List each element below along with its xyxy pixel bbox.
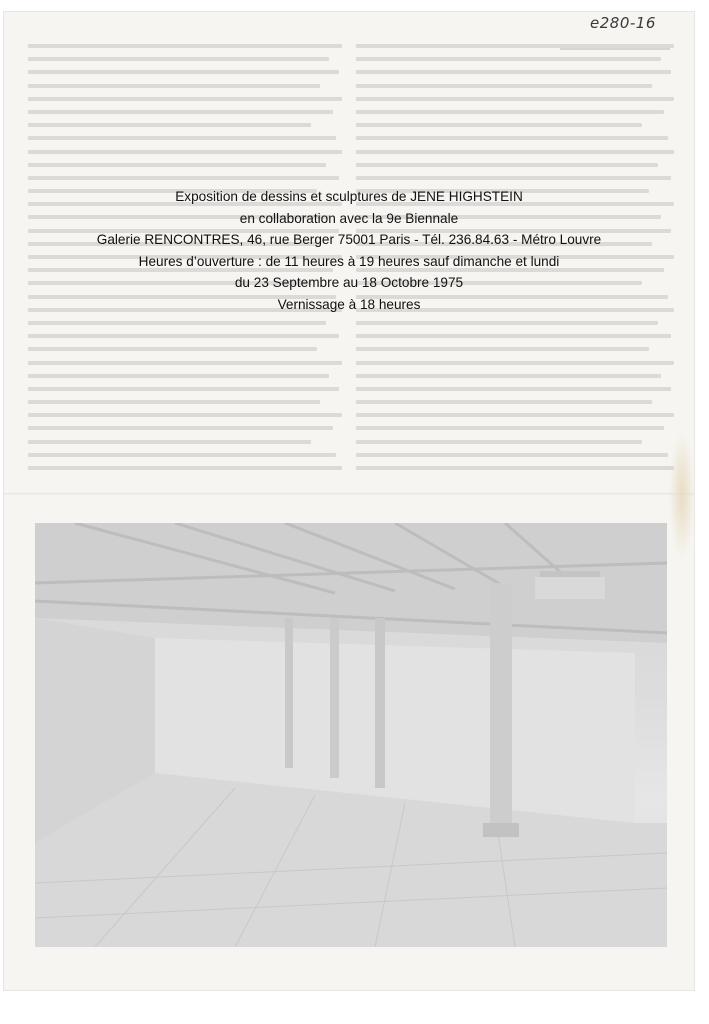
announcement-dates: du 23 Septembre au 18 Octobre 1975 (234, 275, 464, 291)
bleed-through-line (356, 70, 671, 74)
bleed-through-line (28, 347, 317, 351)
exhibition-photo (35, 523, 667, 947)
announcement-title: Exposition de dessins et sculptures de JENE HIGHSTEIN (175, 189, 523, 204)
bleed-through-line (28, 110, 333, 114)
announcement-opening: Vernissage à 18 heures (277, 296, 421, 312)
archive-mark: e280-16 (590, 14, 656, 32)
bleed-through-line (28, 334, 339, 338)
announcement-hours: Heures d’ouverture : de 11 heures à 19 heures sauf dimanche et lundi (138, 253, 560, 269)
bleed-through-line (28, 44, 342, 48)
bleed-through-line (28, 387, 339, 391)
bleed-through-line (28, 57, 329, 61)
bleed-through-line (356, 44, 674, 48)
bleed-through-line (356, 374, 661, 378)
bleed-through-line (356, 466, 674, 470)
bleed-through-line (356, 334, 671, 338)
bleed-through-line (356, 321, 658, 325)
bleed-through-line (28, 361, 342, 365)
bleed-through-line (356, 97, 674, 101)
exhibition-space-illustration (35, 523, 667, 947)
bleed-through-line (356, 387, 671, 391)
bleed-through-line (28, 413, 342, 417)
bleed-through-line (356, 163, 658, 167)
bleed-through-line (28, 426, 333, 430)
bleed-through-line (356, 361, 674, 365)
bleed-through-line (28, 176, 339, 180)
announcement-block (4, 186, 694, 316)
bleed-through-line (28, 84, 320, 88)
bleed-through-line (356, 57, 661, 61)
bleed-through-line (28, 453, 336, 457)
bleed-through-line (356, 413, 674, 417)
bleed-through-line (356, 84, 652, 88)
bleed-through-line (28, 70, 339, 74)
bleed-through-line (28, 321, 326, 325)
bleed-through-line (356, 150, 674, 154)
bleed-through-line (356, 136, 668, 140)
bleed-through-line (356, 123, 642, 127)
announcement-address: Galerie RENCONTRES, 46, rue Berger 75001 Paris - Tél. 236.84.63 - Métro Louvre (96, 232, 602, 248)
announcement-collaboration: en collaboration avec la 9e Biennale (239, 210, 459, 226)
bleed-through-line (28, 97, 342, 101)
bleed-through-line (28, 150, 342, 154)
bleed-through-line (356, 453, 668, 457)
bleed-through-line (356, 347, 649, 351)
bleed-through-line (356, 440, 642, 444)
bleed-through-line (356, 176, 671, 180)
bleed-through-line (28, 400, 320, 404)
bleed-through-line (356, 426, 664, 430)
bleed-through-line (28, 136, 336, 140)
bleed-through-line (28, 466, 342, 470)
bleed-through-line (28, 163, 326, 167)
bleed-through-line (356, 110, 664, 114)
bleed-through-line (28, 123, 311, 127)
bleed-through-line (28, 374, 329, 378)
bleed-through-line (356, 400, 652, 404)
bleed-through-line (28, 440, 311, 444)
